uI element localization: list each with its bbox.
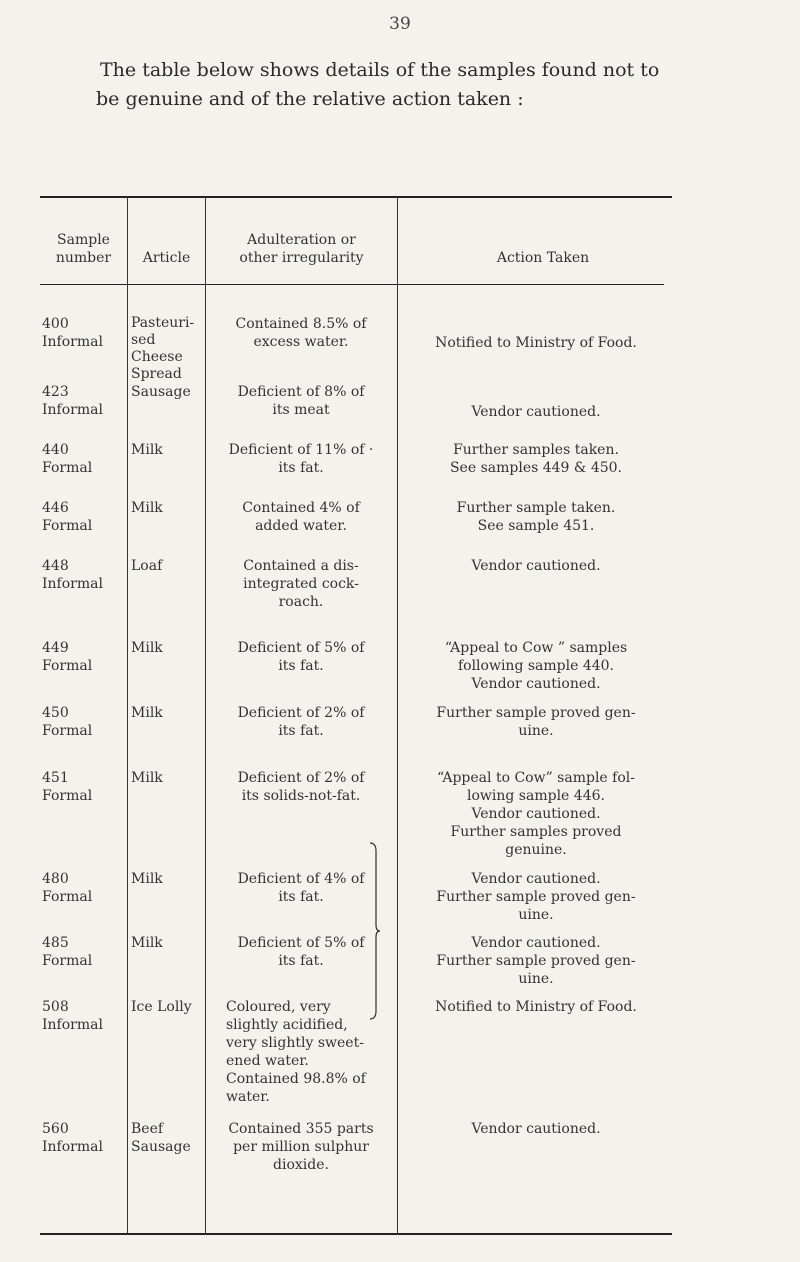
cell-line: ened water.: [226, 1053, 309, 1069]
cell-line: See sample 451.: [477, 518, 595, 534]
cell-line: per million sulphur: [233, 1139, 369, 1155]
irregularity-cell: [206, 769, 396, 805]
cell-line: its fat.: [278, 723, 324, 739]
action-cell: [402, 334, 670, 352]
sample-number: 508: [42, 999, 69, 1015]
sample-number: 449: [42, 640, 69, 656]
cell-line: Sausage: [131, 1139, 191, 1155]
table-top-rule: [40, 196, 672, 198]
cell-line: uine.: [518, 907, 554, 923]
cell-line: Contained 4% of: [242, 500, 360, 516]
sample-number: 423: [42, 384, 69, 400]
sample-type: Formal: [42, 460, 93, 476]
irregularity-cell: [206, 499, 396, 535]
sample-number-cell: [42, 383, 126, 419]
action-cell: [402, 704, 670, 740]
cell-line: slightly acidified,: [226, 1017, 348, 1033]
col-divider-1: [127, 196, 128, 1234]
action-cell: [402, 557, 670, 575]
sample-number-cell: [42, 769, 126, 805]
cell-line: genuine.: [505, 842, 567, 858]
article-cell: [131, 315, 205, 383]
action-cell: [402, 870, 670, 924]
sample-type: Formal: [42, 518, 93, 534]
cell-line: Milk: [131, 770, 163, 786]
article-cell: [131, 998, 205, 1016]
cell-line: roach.: [278, 594, 324, 610]
cell-line: following sample 440.: [457, 658, 615, 674]
sample-type: Informal: [42, 576, 103, 592]
action-cell: [402, 639, 670, 693]
cell-line: Vendor cautioned.: [471, 871, 601, 887]
cell-line: Further sample proved gen-: [436, 705, 636, 721]
header-sample-number: Sample number: [55, 232, 112, 266]
sample-number: 480: [42, 871, 69, 887]
sample-number-cell: [42, 315, 126, 351]
cell-line: Beef: [131, 1121, 164, 1137]
cell-line: Further sample taken.: [456, 500, 616, 516]
sample-type: Informal: [42, 402, 103, 418]
cell-line: Coloured, very: [226, 999, 331, 1015]
action-cell: [402, 441, 670, 477]
sample-number: 451: [42, 770, 69, 786]
cell-line: See samples 449 & 450.: [449, 460, 623, 476]
sample-number: 446: [42, 500, 69, 516]
sample-type: Formal: [42, 889, 93, 905]
cell-line: its fat.: [278, 460, 324, 476]
sample-type: Informal: [42, 1139, 103, 1155]
cell-line: Loaf: [131, 558, 163, 574]
cell-line: Spread: [131, 366, 182, 382]
bracket-brace: [368, 841, 382, 1021]
cell-line: Milk: [131, 500, 163, 516]
header-adulteration: Adulteration or other irregularity: [239, 232, 364, 266]
cell-line: its fat.: [278, 953, 324, 969]
article-cell: [131, 1120, 205, 1156]
cell-line: Contained 98.8% of: [226, 1071, 366, 1087]
cell-line: Deficient of 8% of: [237, 384, 365, 400]
intro-paragraph: [96, 56, 740, 114]
cell-line: Further sample proved gen-: [436, 953, 636, 969]
intro-line-1: The table below shows details of the samples found not to: [100, 59, 660, 81]
sample-type: Informal: [42, 1017, 103, 1033]
irregularity-cell: [206, 639, 396, 675]
cell-line: Notified to Ministry of Food.: [435, 335, 637, 351]
irregularity-cell: [206, 1120, 396, 1174]
cell-line: Further samples taken.: [453, 442, 619, 458]
sample-number-cell: [42, 1120, 126, 1156]
cell-line: Deficient of 2% of: [237, 770, 365, 786]
cell-line: Deficient of 2% of: [237, 705, 365, 721]
sample-type: Formal: [42, 788, 93, 804]
cell-line: Cheese: [131, 349, 183, 365]
cell-line: dioxide.: [273, 1157, 329, 1173]
sample-type: Formal: [42, 658, 93, 674]
sample-number-cell: [42, 499, 126, 535]
cell-line: Ice Lolly: [131, 999, 192, 1015]
action-cell: [402, 1120, 670, 1138]
sample-number-cell: [42, 557, 126, 593]
article-cell: [131, 870, 205, 888]
cell-line: Milk: [131, 871, 163, 887]
sample-number: 448: [42, 558, 69, 574]
action-cell: [402, 403, 670, 421]
cell-line: Milk: [131, 935, 163, 951]
cell-line: Deficient of 11% of ·: [228, 442, 374, 458]
cell-line: excess water.: [253, 334, 349, 350]
article-cell: [131, 441, 205, 459]
page-number: 39: [389, 14, 411, 34]
cell-line: uine.: [518, 723, 554, 739]
sample-number: 440: [42, 442, 69, 458]
sample-number: 400: [42, 316, 69, 332]
cell-line: Notified to Ministry of Food.: [435, 999, 637, 1015]
cell-line: Vendor cautioned.: [471, 404, 601, 420]
cell-line: “Appeal to Cow ” samples: [444, 640, 628, 656]
article-cell: [131, 499, 205, 517]
header-bottom-rule: [40, 284, 664, 285]
cell-line: Vendor cautioned.: [471, 935, 601, 951]
sample-number-cell: [42, 870, 126, 906]
cell-line: Deficient of 5% of: [237, 935, 365, 951]
sample-type: Formal: [42, 953, 93, 969]
article-cell: [131, 639, 205, 657]
cell-line: Vendor cautioned.: [471, 806, 601, 822]
sample-number-cell: [42, 639, 126, 675]
cell-line: Pasteuri-: [131, 315, 195, 331]
cell-line: Further samples proved: [450, 824, 622, 840]
action-cell: [402, 934, 670, 988]
cell-line: Contained a dis-: [243, 558, 359, 574]
cell-line: Milk: [131, 640, 163, 656]
action-cell: [402, 998, 670, 1016]
cell-line: lowing sample 446.: [467, 788, 605, 804]
cell-line: Milk: [131, 705, 163, 721]
sample-number-cell: [42, 704, 126, 740]
irregularity-cell: [206, 441, 396, 477]
table-bottom-rule: [40, 1233, 672, 1235]
sample-number-cell: [42, 934, 126, 970]
intro-line-2: be genuine and of the relative action taken :: [96, 88, 524, 110]
cell-line: its meat: [272, 402, 330, 418]
sample-number: 560: [42, 1121, 69, 1137]
cell-line: sed: [131, 332, 156, 348]
sample-number-cell: [42, 998, 126, 1034]
cell-line: Contained 8.5% of: [235, 316, 367, 332]
cell-line: Deficient of 5% of: [237, 640, 365, 656]
article-cell: [131, 383, 205, 401]
irregularity-cell: [206, 557, 396, 611]
cell-line: its solids-not-fat.: [241, 788, 361, 804]
sample-type: Formal: [42, 723, 93, 739]
cell-line: water.: [226, 1089, 270, 1105]
cell-line: Vendor cautioned.: [471, 558, 601, 574]
header-article: Article: [142, 250, 191, 266]
cell-line: Vendor cautioned.: [471, 676, 601, 692]
cell-line: Contained 355 parts: [228, 1121, 374, 1137]
cell-line: added water.: [255, 518, 347, 534]
action-cell: [402, 499, 670, 535]
article-cell: [131, 769, 205, 787]
cell-line: Sausage: [131, 384, 191, 400]
irregularity-cell: [206, 704, 396, 740]
article-cell: [131, 934, 205, 952]
irregularity-cell: [226, 998, 416, 1106]
irregularity-cell: [206, 383, 396, 419]
cell-line: integrated cock-: [243, 576, 359, 592]
header-action-taken: Action Taken: [496, 250, 590, 266]
cell-line: its fat.: [278, 658, 324, 674]
sample-number: 485: [42, 935, 69, 951]
irregularity-cell: [206, 315, 396, 351]
action-cell: [402, 769, 670, 859]
article-cell: [131, 704, 205, 722]
cell-line: Milk: [131, 442, 163, 458]
article-cell: [131, 557, 205, 575]
cell-line: Further sample proved gen-: [436, 889, 636, 905]
cell-line: its fat.: [278, 889, 324, 905]
cell-line: Deficient of 4% of: [237, 871, 365, 887]
cell-line: “Appeal to Cow” sample fol-: [437, 770, 635, 786]
sample-type: Informal: [42, 334, 103, 350]
cell-line: Vendor cautioned.: [471, 1121, 601, 1137]
cell-line: very slightly sweet-: [226, 1035, 364, 1051]
cell-line: uine.: [518, 971, 554, 987]
sample-number: 450: [42, 705, 69, 721]
sample-number-cell: [42, 441, 126, 477]
